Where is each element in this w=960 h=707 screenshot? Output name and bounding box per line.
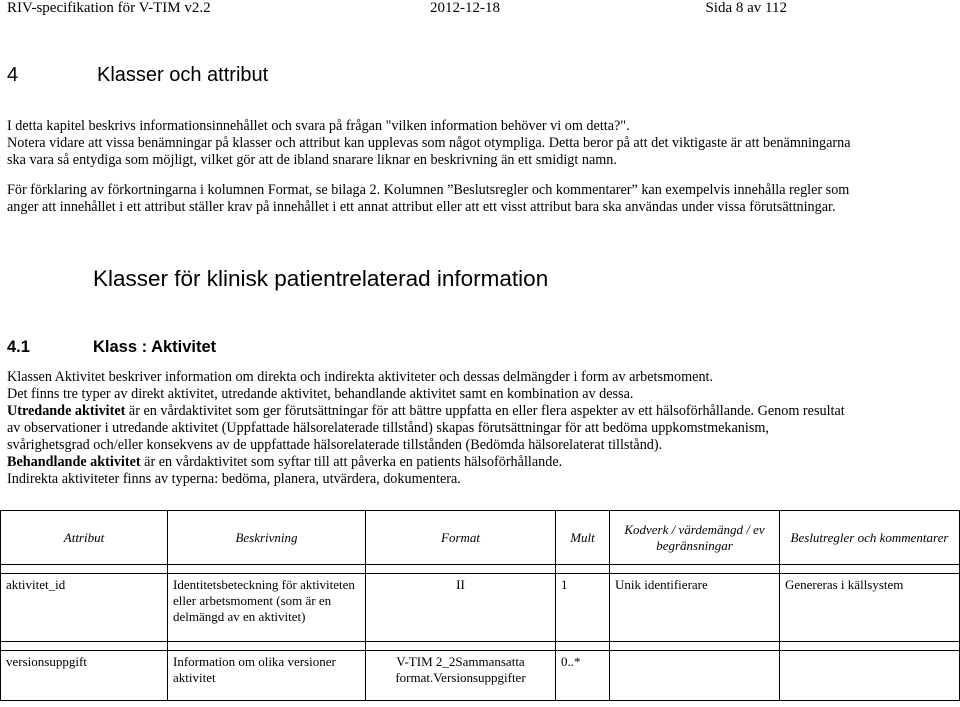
body-line-1: Klassen Aktivitet beskriver information om direkta och indirekta aktiviteter och dessas delmängder i form av arbetsmoment. [7, 369, 714, 385]
section-number: 4 [7, 64, 19, 86]
cell-format: II [366, 574, 556, 642]
header-beskrivning: Beskrivning [168, 511, 366, 565]
cell-format: V-TIM 2_2Sammansatta format.Versionsuppgifter [366, 651, 556, 701]
table-row [1, 651, 960, 701]
cell-attribut: versionsuppgift [1, 651, 168, 701]
page-number: Sida 8 av 112 [705, 0, 787, 16]
header-format: Format [366, 511, 556, 565]
header-mult: Mult [556, 511, 610, 565]
subheading: Klasser för klinisk patientrelaterad information [93, 266, 549, 291]
cell-mult: 1 [556, 574, 610, 642]
body-line-5: svårighetsgrad och/eller konsekvens av de uppfattade hälsorelaterade tillstånden (Bedömda hälsorelaterat tillstånd). [7, 437, 663, 453]
cell-regler [780, 651, 960, 701]
body-line-4: av observationer i utredande aktivitet (Uppfattade hälsorelaterade tillstånd) skapas förutsättningar för att bedöma uppkomstmekanism, [7, 420, 769, 436]
table-spacer [1, 565, 960, 574]
body-line-3: Utredande aktivitet är en vårdaktivitet som ger förutsättningar för att bättre uppfatta en eller flera aspekter av ett hälsoförhållande. Genom resultat [7, 403, 845, 419]
table-header-row [1, 511, 960, 565]
term-utredande: Utredande aktivitet [7, 403, 126, 419]
subsection-heading [7, 338, 216, 357]
cell-kodverk [610, 651, 780, 701]
section-heading [7, 64, 268, 87]
attribute-table [0, 510, 960, 701]
intro-line-5: anger att innehållet i ett attribut ställer krav på innehållet i ett annat attribut eller att ett visst attribut bara ska användas under vissa förutsättningar. [7, 199, 836, 215]
subsection-title: Klass : Aktivitet [93, 338, 217, 356]
cell-regler: Genereras i källsystem [780, 574, 960, 642]
header-kodverk: Kodverk / värdemängd / ev begränsningar [610, 511, 780, 565]
term-behandlande: Behandlande aktivitet [7, 454, 141, 470]
table-spacer [1, 642, 960, 651]
table-row [1, 574, 960, 642]
cell-beskrivning: Identitetsbeteckning för aktiviteten eller arbetsmoment (som är en delmängd av en aktivitet) [168, 574, 366, 642]
page-header [7, 0, 953, 24]
body-line-7: Indirekta aktiviteter finns av typerna: bedöma, planera, utvärdera, dokumentera. [7, 471, 461, 487]
cell-attribut: aktivitet_id [1, 574, 168, 642]
body-line-2: Det finns tre typer av direkt aktivitet, utredande aktivitet, behandlande aktivitet samt en kombination av dessa. [7, 386, 634, 402]
cell-mult: 0..* [556, 651, 610, 701]
intro-line-2: Notera vidare att vissa benämningar på klasser och attribut kan upplevas som något otympliga. Detta beror på att det viktigaste är att benämningarna [7, 135, 851, 151]
header-regler: Beslutregler och kommentarer [780, 511, 960, 565]
intro-line-4: För förklaring av förkortningarna i kolumnen Format, se bilaga 2. Kolumnen ”Beslutsregler och kommentarer” kan exempelvis innehålla regler som [7, 182, 850, 198]
document-title: RIV-specifikation för V-TIM v2.2 [7, 0, 211, 16]
document-date: 2012-12-18 [430, 0, 500, 16]
section-title: Klasser och attribut [97, 64, 269, 86]
cell-kodverk: Unik identifierare [610, 574, 780, 642]
body-line-6: Behandlande aktivitet är en vårdaktivitet som syftar till att påverka en patients hälsoförhållande. [7, 454, 563, 470]
intro-line-1: I detta kapitel beskrivs informationsinnehållet och svara på frågan "vilken information behöver vi om detta?". [7, 118, 630, 134]
header-attribut: Attribut [1, 511, 168, 565]
subsection-number: 4.1 [7, 338, 30, 356]
intro-line-3: ska vara så entydiga som möjligt, vilket gör att de ibland snarare liknar en beskrivning än ett smidigt namn. [7, 152, 617, 168]
cell-beskrivning: Information om olika versioner aktivitet [168, 651, 366, 701]
